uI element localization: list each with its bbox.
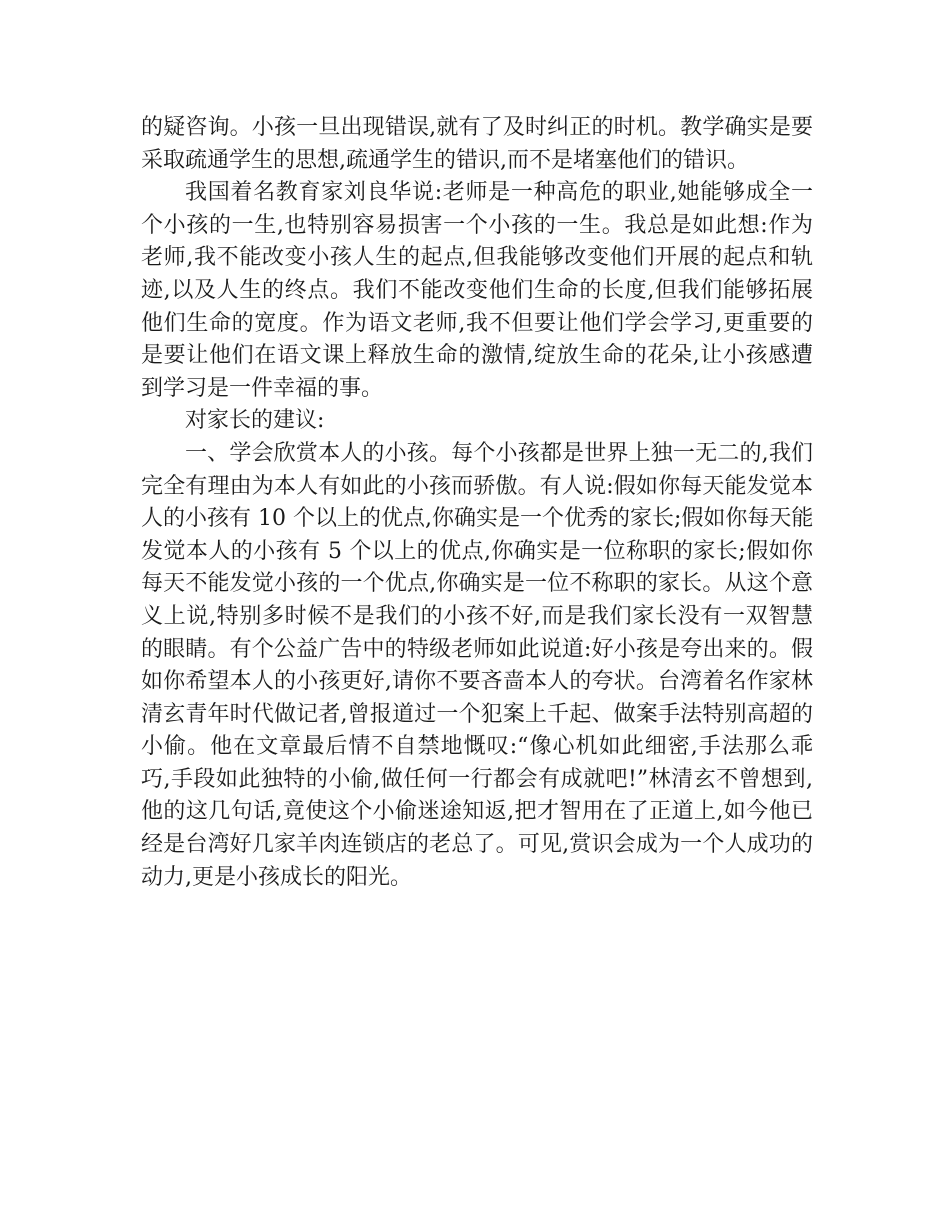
text-line: 迹,以及人生的终点。我们不能改变他们生命的长度,但我们能够拓展 xyxy=(141,277,813,303)
text-line: 的疑咨询。小孩一旦出现错误,就有了及时纠正的时机。教学确实是要 xyxy=(141,115,813,140)
text-line: 每天不能发觉小孩的一个优点,你确实是一位不称职的家长。从这个意 xyxy=(141,571,813,597)
body-text xyxy=(141,112,813,894)
text-line: 完全有理由为本人有如此的小孩而骄傲。有人说:假如你每天能发觉本 xyxy=(141,473,813,499)
text-line: 他的这几句话,竟使这个小偷迷途知返,把才智用在了正道上,如今他已 xyxy=(141,799,813,825)
text-line: 是要让他们在语文课上释放生命的激情,绽放生命的花朵,让小孩感遭 xyxy=(141,343,813,369)
text-line: 义上说,特别多时候不是我们的小孩不好,而是我们家长没有一双智慧 xyxy=(141,603,813,629)
text-line: 经是台湾好几家羊肉连锁店的老总了。可见,赏识会成为一个人成功的 xyxy=(141,832,813,858)
text-line: 清玄青年时代做记者,曾报道过一个犯案上千起、做案手法特别高超的 xyxy=(141,701,813,727)
text-line: 巧,手段如此独特的小偷,做任何一行都会有成就吧!”林清玄不曾想到, xyxy=(141,766,813,792)
text-line: 他们生命的宽度。作为语文老师,我不但要让他们学会学习,更重要的 xyxy=(141,310,813,336)
text-line: 一、学会欣赏本人的小孩。每个小孩都是世界上独一无二的,我们 xyxy=(185,440,813,466)
text-line: 动力,更是小孩成长的阳光。 xyxy=(141,864,412,890)
text-line: 我国着名教育家刘良华说:老师是一种高危的职业,她能够成全一 xyxy=(185,180,813,206)
text-line: 对家长的建议: xyxy=(185,408,325,434)
text-line: 个小孩的一生,也特别容易损害一个小孩的一生。我总是如此想:作为 xyxy=(141,212,813,238)
text-line: 的眼睛。有个公益广告中的特级老师如此说道:好小孩是夸出来的。假 xyxy=(141,636,813,662)
text-line: 人的小孩有 10 个以上的优点,你确实是一个优秀的家长;假如你每天能 xyxy=(141,506,814,532)
text-line: 如你希望本人的小孩更好,请你不要吝啬本人的夸状。台湾着名作家林 xyxy=(141,669,813,695)
text-line: 采取疏通学生的思想,疏通学生的错识,而不是堵塞他们的错识。 xyxy=(141,147,749,173)
text-line: 到学习是一件幸福的事。 xyxy=(141,375,384,401)
text-line: 老师,我不能改变小孩人生的起点,但我能够改变他们开展的起点和轨 xyxy=(141,245,813,271)
text-line: 小偷。他在文章最后情不自禁地慨叹:“像心机如此细密,手法那么乖 xyxy=(141,734,813,760)
text-line: 发觉本人的小孩有 5 个以上的优点,你确实是一位称职的家长;假如你 xyxy=(141,538,813,564)
